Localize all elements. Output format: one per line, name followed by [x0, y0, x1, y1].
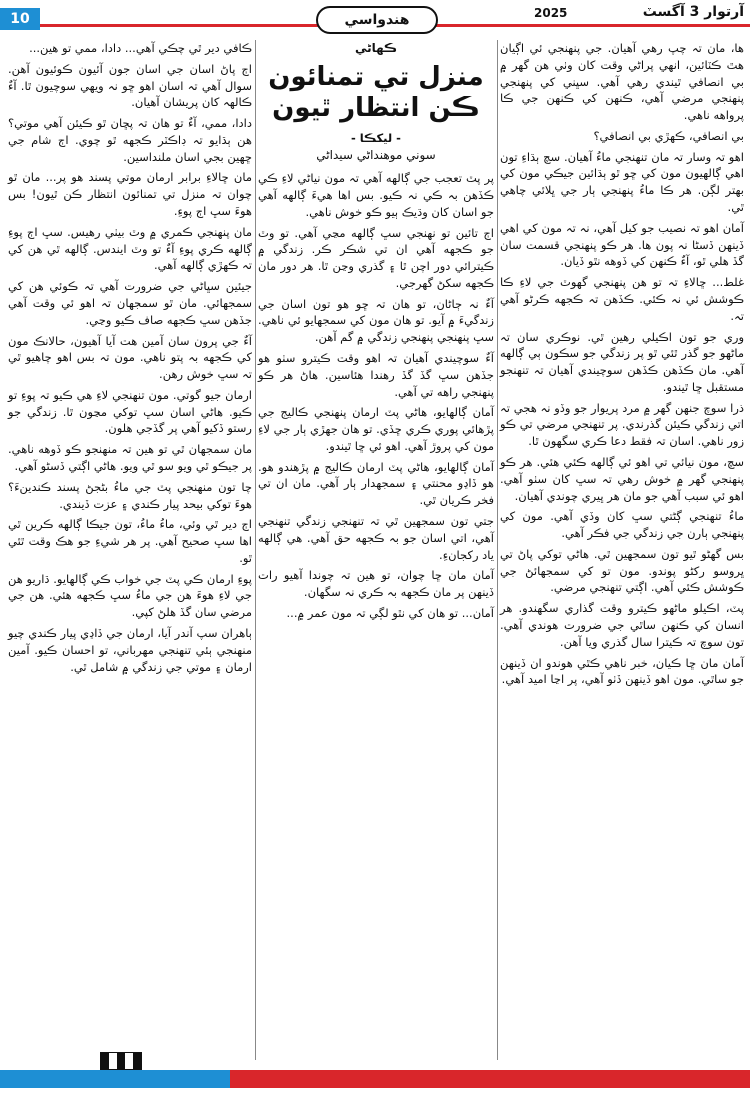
- paragraph: آمان مان ڇا چوان، تو هين تہ چوندا آهيو رات ڏينهن پر مان ڪجهه بہ ڪري نہ سگهان.: [258, 568, 494, 600]
- date-year: 2025: [534, 6, 568, 20]
- paragraph: بس گهڻو ٿيو تون سمجهين ٿي. هاڻي توکي پاڻ تي ڀروسو رکڻو پوندو. مون تو کي سمجهائڻ جي ڪوشش ڪئي آهي. اڳتي تنهنجي مرضي.: [500, 546, 744, 595]
- paragraph: وري جو تون اڪيلي رهين ٿي. نوڪري سان تہ ماڻهو جو گذر ٿئي ٿو پر زندگي جو سڪون ٻي ڳالهه آهي. مان ڪڏهن ڪڏهن سوچيندي آهيان تہ تنهنجو مستقبل ڇا ٿيندو.: [500, 329, 744, 394]
- paragraph: چا تون منهنجي پٽ جي ماءُ بڻجڻ پسند ڪندينءَ؟ هوءَ توکي بيحد پيار ڪندي ۽ عزت ڏيندي.: [8, 479, 252, 511]
- byline-label: - ليکڪا -: [351, 130, 401, 145]
- paragraph: آمان مان ڇا ڪيان، خبر ناهي ڪٿي هوندو ان ڏينهن جو ساٿي. مون اهو ڏينهن ڏٺو آهي، پر اڃا اميد آهي.: [500, 655, 744, 687]
- paragraph: مان سمجهان ٿي تو هين تہ منهنجو ڪو ڏوهه ناهي. پر جيڪو ٿي ويو سو ٿي ويو. هاڻي اڳتي ڏسڻو آهي.: [8, 442, 252, 473]
- column-divider: [497, 40, 498, 1060]
- column-divider: [255, 40, 256, 1060]
- paragraph: آمان ڳالهايو، هاڻي پٽ ارمان ڪاليج ۾ پڙهندو هو. هو ڏاڍو محنتي ۽ سمجهدار ٻار آهي. مان ان تي فخر ڪريان ٿي.: [258, 459, 494, 508]
- paragraph: پٽ، اڪيلو ماڻهو ڪيترو وقت گذاري سگهندو. هر انسان کي ڪنهن ساٿي جي ضرورت هوندي آهي. تون سوچ تہ ڪيترا سال گذري ويا آهن.: [500, 601, 744, 649]
- date-sindhi: آرتوار 3 آگسٽ: [642, 4, 744, 20]
- footer-bar-red: [230, 1070, 750, 1088]
- paragraph: ها، مان تہ چپ رهي آهيان. جي پنهنجي ئي اڳيان هٿ ڪٽائين، انهي پراڻي وقت کان وٺي هن گهر ۾ بي انصافي ٿيندي رهي آهي. سڀني کي پنهنجي پنهنجي مرضي آهي، ڪنهن کي ڪنهن جي ڪا پرواهه ناهي.: [500, 41, 744, 123]
- paragraph: سچ، مون نيائي تي اهو ئي ڳالهه ڪئي هئي. هر ڪو پنهنجي گهر ۾ خوش رهي تہ سڀ کان سٺو آهي. اهو ئي سبب آهي جو مان هر ڀيري چوندي آهيان.: [500, 454, 744, 503]
- column-middle: [258, 40, 494, 626]
- paragraph: آمان... تو هان کي نٿو لڳي تہ مون عمر ۾...: [286, 605, 494, 620]
- paragraph: آءٌ جي پرون سان آمين هت آيا آهيون، حالانڪ مون کي ڪجهه بہ پتو ناهي. مون تہ بس اهو چاهيو ٿي تہ سڀ خوش رهن.: [8, 333, 252, 382]
- page-header: [0, 0, 750, 32]
- paragraph: بي انصافي، ڪهڙي بي انصافي؟: [593, 128, 744, 143]
- paragraph: آمان ڳالهايو، هاڻي پٽ ارمان پنهنجي ڪاليج جي پڙهائي پوري ڪري ڇڏي. تو هان جهڙي ٻار جي لاءِ مون کي پروڙ آهي. اهو ئي ڇا ٿيندو.: [258, 405, 494, 453]
- paragraph: ٻاهران سپ آندر آيا، ارمان جي ڏاڍي پيار ڪندي چيو منهنجي ٻئي تنهنجي مهرباني، تو احسان ڪيو. آمين ارمان ۽ موتي جي زندگي ۾ شامل ٿي.: [8, 626, 252, 674]
- page-number: 10: [0, 8, 40, 30]
- paragraph: مان ڇالاءِ برابر ارمان موتي پسند هو پر... مان ٿو چوان تہ منزل تي تمنائون انتظار ڪن ٿيون! بس هوءَ سڀ اڄ پوءِ.: [8, 170, 252, 219]
- author-name: سوني موهنداڻي سيداڻي: [316, 147, 436, 162]
- story-kind: ڪهاڻي: [355, 41, 397, 55]
- column-left: [8, 40, 252, 679]
- paragraph: آءٌ سوچيندي آهيان تہ اهو وقت ڪيترو سٺو هو جڏهن سڀ گڏ گڏ رهندا هئاسين. هاڻ هر ڪو پنهنجي راهه تي آهي.: [258, 351, 494, 399]
- story-end-ornament: [100, 1052, 142, 1070]
- paragraph: پوءِ ارمان ڪي پٽ جي خواب ڪي ڳالهايو. ڌاريو هن جي لاءِ هوءَ هن جي ماءُ سڀ ڪجهه هئي. هن جي مرضي سان گڏ هلڻ کپي.: [8, 571, 252, 620]
- paragraph: آءٌ نہ ڄاڻان، تو هان تہ ڇو هو تون اسان جي زندگيءَ ۾ آيو. تو هان مون کي سمجهايو ئي ناهي. سڀ پنهنجي پنهنجي زندگي ۾ گم آهن.: [258, 296, 494, 345]
- column-right: [500, 40, 744, 692]
- story-title-block: [258, 40, 494, 164]
- paragraph: آمان اهو تہ نصيب جو کيل آهي، نہ تہ مون کي اهي ڏينهن ڏسڻا نہ پون ها. هر ڪو پنهنجي قسمت سان گڏ هلي ٿو، آءٌ ڪنهن کي ڏوهه نٿو ڏيان.: [500, 220, 744, 269]
- footer-bar-blue: [0, 1070, 230, 1088]
- paragraph: اڄ دير ٿي وئي، ماءُ ماءُ، تون جيڪا ڳالهه ڪرين ٿي اها سڀ صحيح آهي. پر هر شيءِ جو هڪ وقت ٿئي ٿو.: [8, 517, 252, 565]
- paragraph: اڄ پاڻ اسان جي اسان جون آئيون ڪوئيون آهن. سوال آهي تہ اسان اهو ڇو نہ ويهي سوچيون ٿا. آءٌ ڪالهہ کان پريشان آهيان.: [8, 61, 252, 110]
- publication-logo: هندواسي: [316, 6, 438, 34]
- paragraph: اڄ تائين تو نهنجي سڀ ڳالهه مڃي آهي. تو وٽ جو ڪجهه آهي ان تي شڪر ڪر. زندگي ۾ ڪيترائي دور اچن ٿا ۽ گذري وڃن ٿا. هر دور مان ڪجهه سکڻ گهرجي.: [258, 225, 494, 290]
- paragraph: ارمان جيو گوتي. مون تنهنجي لاءِ هي ڪيو تہ پوءِ تو ڪيو. هاڻي اسان سڀ توکي مڃون ٿا. زندگي جو رستو ڏکيو آهي پر گڏجي هلون.: [8, 387, 252, 436]
- paragraph: دادا، ممي، آءٌ تو هان تہ پڇان ٿو ڪيئن آهي موتي؟ هن ٻڌايو تہ ڊاڪٽر ڪجهه ٿو چوي. اڄ شام جي ڇهين بجي اسان ملنداسين.: [8, 116, 252, 164]
- paragraph: غلط... ڇالاءِ تہ تو هن پنهنجي گهوٽ جي لاءِ ڪا ڪوشش ئي نہ ڪئي. ڪڏهن تہ ڪجهه ڪرڻو آهي تہ.: [500, 275, 744, 323]
- paragraph: جيئين سڀاڻي جي ضرورت آهي تہ ڪوئي هن کي سمجهائي. مان ٿو سمجهان تہ اهو ئي وقت آهي جڏهن سڀ ڪجهه صاف ڪيو وڃي.: [8, 279, 252, 327]
- paragraph: جتي تون سمجهين ٿي تہ تنهنجي زندگي تنهنجي آهي، اتي اسان جو بہ ڪجهه حق آهي. هي ڳالهه ياد رکجانءِ.: [258, 514, 494, 562]
- paragraph: اهو تہ وسار تہ مان تنهنجي ماءُ آهيان. سچ ٻڌاءِ تون اهي ڳالهيون مون کي ڇو ٿو ٻڌائين جيڪي مون کي بهتر لڳن. هر ڪا ماءُ پنهنجي ٻار جي ڀلائي چاهي ٿي.: [500, 149, 744, 215]
- paragraph: ڪافي دير ٿي چڪي آهي... دادا، ممي تو هين...: [29, 41, 252, 55]
- story-title-line1: منزل تي تمنائون: [268, 61, 484, 92]
- paragraph: ماءُ تنهنجي ڳڻتي سڀ کان وڏي آهي. مون کي پنهنجي ٻارن جي زندگي جي فڪر آهي.: [500, 509, 744, 541]
- paragraph: مان پنهنجي ڪمري ۾ وٽ بيٺي رهيس. سڀ اڄ پوءِ ڳالهه ڪري پوءِ آءٌ تو وٽ ايندس. ڳالهه ٿي هن کي تہ ڪهڙي ڳالهه آهي.: [8, 224, 252, 273]
- paragraph: پر پٽ تعجب جي ڳالهه آهي تہ مون نياڻي لاءِ ڪي ڪڏهن بہ ڪي نہ ڪيو. بس اها هيءَ ڳالهه آهي جو اسان کان وڌيڪ ٻيو ڪو خوش ناهي.: [258, 171, 494, 219]
- story-title-line2: ڪن انتظار ٿيون: [272, 92, 480, 123]
- paragraph: ذرا سوچ جنهن گهر ۾ مرد پريوار جو وڏو نہ هجي تہ اتي زندگي ڪيئن گذرندي. پر تنهنجي مرضي تي ڪو زور ناهي. اسان تہ فقط دعا ڪري سگهون ٿا.: [500, 400, 744, 449]
